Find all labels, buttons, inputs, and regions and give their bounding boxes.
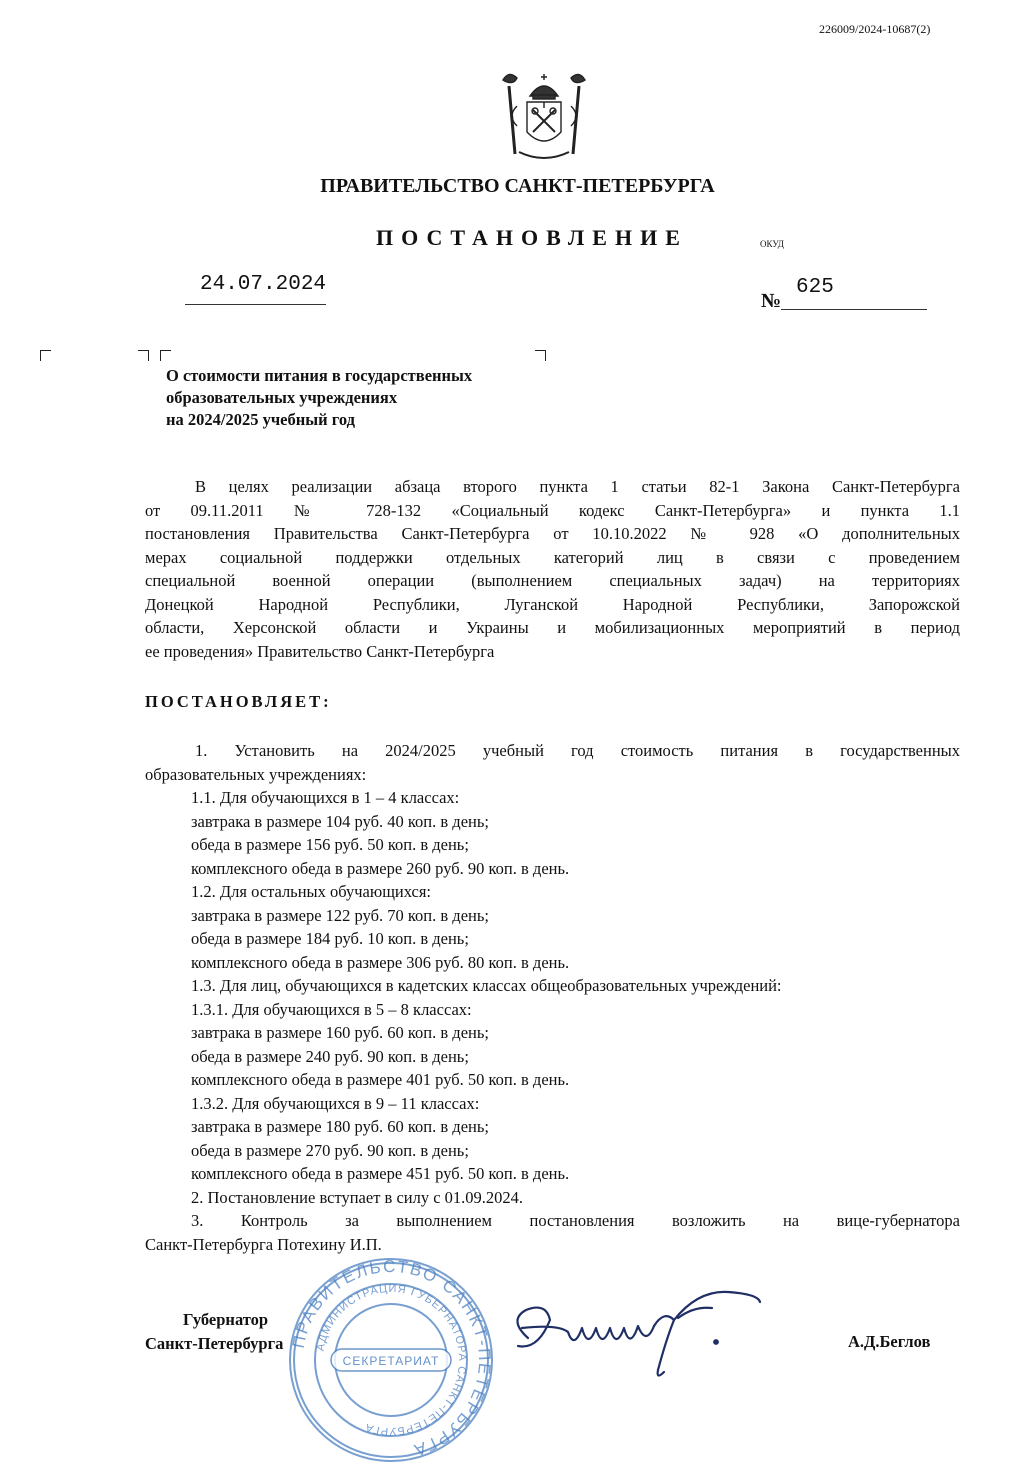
subpoint-1-3: 1.3. Для лиц, обучающихся в кадетских классах общеобразовательных учреждений: [191, 976, 782, 995]
title-line: О стоимости питания в государственных [166, 366, 473, 385]
point-2: 2. Постановление вступает в силу с 01.09.2024. [191, 1187, 524, 1207]
signatory-position-line: Санкт-Петербурга [145, 1333, 284, 1353]
point-1-cont: образовательных учреждениях: [145, 764, 367, 784]
corner-mark [160, 350, 171, 361]
okud-label: ОКУД [760, 239, 784, 249]
handwritten-signature [498, 1280, 778, 1390]
preamble-line: специальной военной операции (выполнением специальных задач) на территориях [145, 571, 960, 590]
preamble-line: области, Херсонской области и Украины и мобилизационных мероприятий в период [145, 618, 960, 637]
point-1: 1. Установить на 2024/2025 учебный год стоимость питания в государственных [195, 741, 960, 760]
preamble-line: Донецкой Народной Республики, Луганской Народной Республики, Запорожской [145, 594, 960, 614]
stamp-center-text: СЕКРЕТАРИАТ [342, 1354, 440, 1368]
corner-mark [40, 350, 51, 361]
preamble-line: В целях реализации абзаца второго пункта 1 статьи 82-1 Закона Санкт-Петербурга [195, 477, 960, 496]
stamp-inner-text: АДМИНИСТРАЦИЯ ГУБЕРНАТОРА САНКТ-ПЕТЕРБУРГА [314, 1282, 469, 1438]
official-stamp [286, 1255, 496, 1465]
document-title [166, 365, 472, 431]
date-underline [185, 304, 326, 305]
list-item: завтрака в размере 104 руб. 40 коп. в день; [191, 811, 489, 831]
list-item: обеда в размере 184 руб. 10 коп. в день; [191, 929, 469, 948]
subpoint-1-3-2: 1.3.2. Для обучающихся в 9 – 11 классах: [191, 1093, 480, 1113]
document-number: 625 [796, 276, 834, 299]
title-line: на 2024/2025 учебный год [166, 410, 355, 429]
resolution-points [145, 739, 960, 1256]
preamble-paragraph [145, 475, 960, 663]
government-name: ПРАВИТЕЛЬСТВО САНКТ-ПЕТЕРБУРГА [320, 175, 715, 197]
resolve-heading: ПОСТАНОВЛЯЕТ: [145, 692, 332, 711]
list-item: обеда в размере 240 руб. 90 коп. в день; [191, 1046, 469, 1066]
list-item: обеда в размере 270 руб. 90 коп. в день; [191, 1140, 469, 1160]
list-item: завтрака в размере 180 руб. 60 коп. в день; [191, 1117, 489, 1136]
corner-mark [138, 350, 149, 361]
document-type: ПОСТАНОВЛЕНИЕ [376, 225, 688, 250]
list-item: комплексного обеда в размере 401 руб. 50 коп. в день. [191, 1070, 570, 1089]
number-sign: № [761, 290, 782, 312]
coat-of-arms-icon [495, 66, 593, 166]
list-item: комплексного обеда в размере 451 руб. 50 коп. в день. [191, 1164, 570, 1183]
subpoint-1-2: 1.2. Для остальных обучающихся: [191, 882, 432, 901]
document-registration-number: 226009/2024-10687(2) [819, 22, 931, 36]
subpoint-1-1: 1.1. Для обучающихся в 1 – 4 классах: [191, 788, 460, 807]
signatory-position [145, 1308, 283, 1355]
stamp-outer-text: ПРАВИТЕЛЬСТВО САНКТ-ПЕТЕРБУРГА [288, 1256, 495, 1461]
point-3-cont: Санкт-Петербурга Потехину И.П. [145, 1234, 382, 1254]
subpoint-1-3-1: 1.3.1. Для обучающихся в 5 – 8 классах: [191, 999, 472, 1019]
preamble-line: ее проведения» Правительство Санкт-Петербурга [145, 641, 495, 661]
list-item: завтрака в размере 122 руб. 70 коп. в день; [191, 905, 489, 925]
document-date: 24.07.2024 [200, 273, 327, 296]
title-line: образовательных учреждениях [166, 388, 398, 407]
list-item: комплексного обеда в размере 260 руб. 90 коп. в день. [191, 858, 570, 878]
list-item: обеда в размере 156 руб. 50 коп. в день; [191, 835, 469, 854]
preamble-line: постановления Правительства Санкт-Петербурга от 10.10.2022 № 928 «О дополнительных [145, 524, 960, 543]
preamble-line: от 09.11.2011 № 728-132 «Социальный кодекс Санкт-Петербурга» и пункта 1.1 [145, 500, 960, 520]
list-item: завтрака в размере 160 руб. 60 коп. в день; [191, 1023, 489, 1042]
signatory-name: А.Д.Беглов [848, 1332, 931, 1351]
corner-mark [535, 350, 546, 361]
number-underline [781, 309, 927, 310]
point-3: 3. Контроль за выполнением постановления возложить на вице-губернатора [191, 1211, 960, 1230]
signatory-position-line: Губернатор [183, 1310, 269, 1329]
preamble-line: мерах социальной поддержки отдельных категорий лиц в связи с проведением [145, 547, 960, 567]
list-item: комплексного обеда в размере 306 руб. 80 коп. в день. [191, 952, 570, 972]
